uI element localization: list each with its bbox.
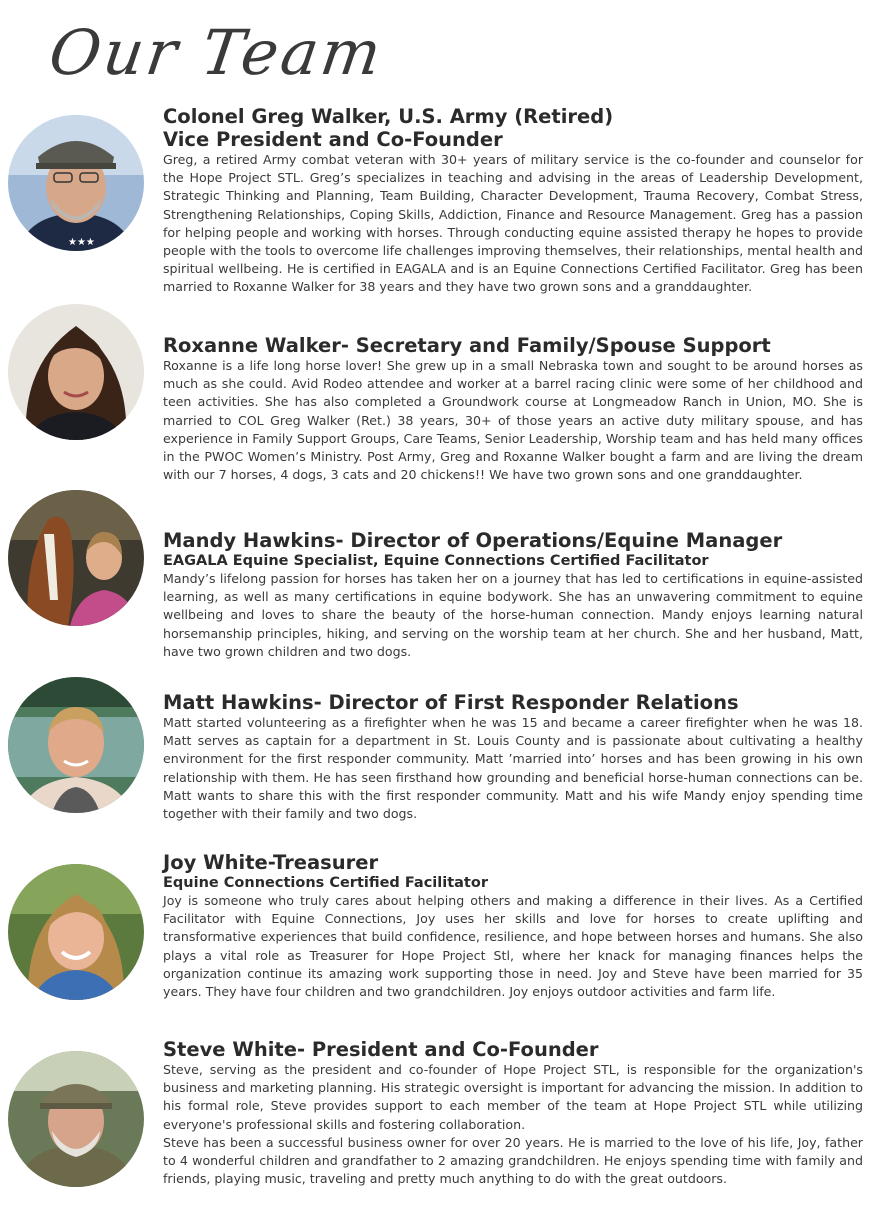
- member-bio: Matt started volunteering as a firefighter when he was 15 and became a career firefighter when he was 18. Matt serves as captain for a department in St. Louis County and is passionate about cultivating a healthy environment for the first responder community. Matt ’married into’ horses and has been growing in his own relationship with them. He has seen firsthand how grounding and beneficial horse-human connections can be. Matt wants to share this with the first responder community. Matt and his wife Mandy enjoy spending time together with their family and two dogs.: [163, 715, 863, 822]
- mandy-hawkins-photo: [8, 490, 144, 626]
- roxanne-walker-bio-block: [163, 334, 863, 484]
- member-title: Vice President and Co-Founder: [163, 128, 503, 151]
- member-bio-continued: Steve has been a successful business owner for over 20 years. He is married to the love of his life, Joy, father to 4 wonderful children and grandfather to 2 amazing grandchildren. He enjoys spending time with family and friends, playing music, traveling and pretty much anything to do with the great outdoors.: [163, 1134, 863, 1187]
- member-subtitle: Equine Connections Certified Facilitator: [163, 875, 488, 891]
- member-name: Matt Hawkins- Director of First Responder Relations: [163, 691, 739, 714]
- member-name: Roxanne Walker- Secretary and Family/Spouse Support: [163, 334, 771, 357]
- member-bio: Greg, a retired Army combat veteran with 30+ years of military service is the co-founder and counselor for the Hope Project STL. Greg’s specializes in teaching and advising in the areas of Leadership Development, Strategic Thinking and Planning, Team Building, Character Development, Trauma Recovery, Combat Stress, Strengthening Relationships, Coping Skills, Addiction, Finance and Resource Management. Greg has a passion for helping people and working with horses. Through conducting equine assisted therapy he hopes to provide people with the tools to overcome life challenges improving themselves, their relationships, mental health and spiritual wellbeing. He is certified in EAGALA and is an Equine Connections Certified Facilitator. Greg has been married to Roxanne Walker for 38 years and they have two grown sons and a granddaughter.: [163, 152, 863, 295]
- matt-hawkins-bio-block: [163, 691, 863, 823]
- member-bio: Joy is someone who truly cares about helping others and making a difference in their lives. As a Certified Facilitator with Equine Connections, Joy uses her skills and love for horses to create uplifting and transformative experiences that build confidence, resilience, and hope between horses and humans. She also plays a vital role as Treasurer for Hope Project Stl, where her knack for managing finances helps the organization continue its amazing work supporting those in need. Joy and Steve have been married for 35 years. They have four children and two grandchildren. Joy enjoys outdoor activities and farm life.: [163, 893, 863, 1000]
- member-bio: Roxanne is a life long horse lover! She grew up in a small Nebraska town and sought to be around horses as much as she could. Avid Rodeo attendee and worker at a barrel racing clinic were some of her childhood and teen activities. She has also completed a Groundwork course at Longmeadow Ranch in Union, MO. She is married to COL Greg Walker (Ret.) 38 years, 30+ of those years an active duty military spouse, and has experience in Family Support Groups, Care Teams, Senior Leadership, Worship team and has held many offices in the PWOC Women’s Ministry. Post Army, Greg and Roxanne Walker bought a farm and are living the dream with our 7 horses, 4 dogs, 3 cats and 20 chickens!! We have two grown sons and one granddaughter.: [163, 358, 863, 483]
- member-bio: Mandy’s lifelong passion for horses has taken her on a journey that has led to certifications in equine-assisted learning, as well as many certifications in equine bodywork. She has an unwavering commitment to equine wellbeing and loves to share the beauty of the horse-human connection. Mandy enjoys learning natural horsemanship principles, hiking, and serving on the worship team at her church. She and her husband, Matt, have two grown children and two dogs.: [163, 571, 863, 659]
- member-subtitle: EAGALA Equine Specialist, Equine Connections Certified Facilitator: [163, 553, 709, 569]
- member-name: Steve White- President and Co-Founder: [163, 1038, 599, 1061]
- steve-white-photo: [8, 1051, 144, 1187]
- svg-text:★★★: ★★★: [68, 237, 95, 248]
- greg-walker-bio-block: [163, 105, 863, 297]
- joy-white-bio-block: [163, 851, 863, 1001]
- greg-walker-photo: [8, 115, 144, 251]
- member-name: Colonel Greg Walker, U.S. Army (Retired): [163, 105, 614, 128]
- member-name: Joy White-Treasurer: [163, 851, 379, 874]
- mandy-hawkins-bio-block: [163, 529, 863, 661]
- member-name: Mandy Hawkins- Director of Operations/Equine Manager: [163, 529, 783, 552]
- joy-white-photo: [8, 864, 144, 1000]
- member-bio: Steve, serving as the president and co-founder of Hope Project STL, is responsible for the organization's business and marketing planning. His strategic oversight is important for advancing the mission. In addition to his formal role, Steve provides support to each member of the team at Hope Project STL while utilizing everyone's professional skills and fostering collaboration.: [163, 1062, 863, 1132]
- steve-white-bio-block: [163, 1038, 863, 1188]
- matt-hawkins-photo: [8, 677, 144, 813]
- roxanne-walker-photo: [8, 304, 144, 440]
- page-title: Our Team: [44, 16, 389, 89]
